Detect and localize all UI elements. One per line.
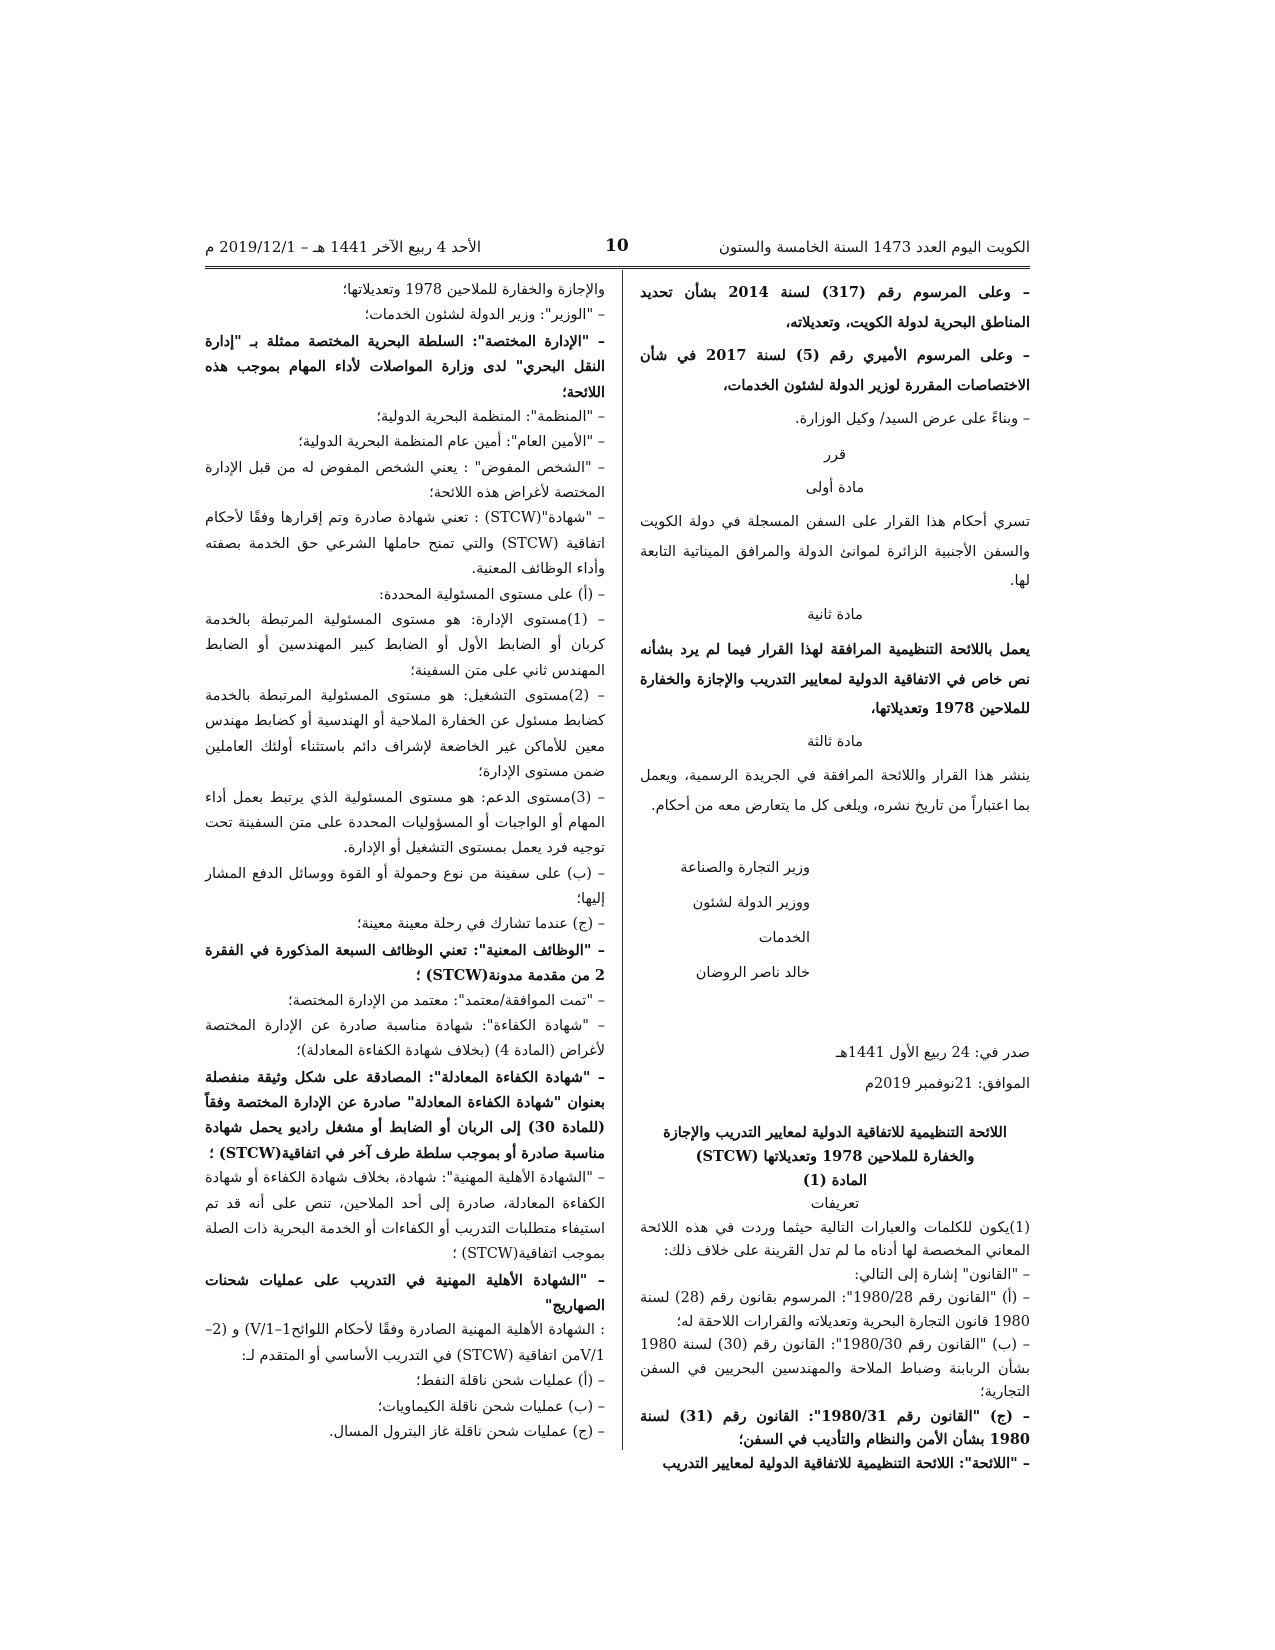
definition-line: – "الوظائف المعنية": تعني الوظائف السبعة المذكورة في الفقرة 2 من مقدمة مدونة(STCW) ؛: [205, 941, 605, 985]
regulation-title: اللائحة التنظيمية للاتفاقية الدولية لمعايير التدريب والإجازة والخفارة للملاحين 1978 وتعديلاتها (STCW): [663, 1124, 1007, 1166]
regulation-definitions: تعريفات: [810, 1196, 860, 1213]
preamble: [640, 278, 1030, 821]
article-3-title: مادة ثالثة: [807, 734, 863, 751]
regulation-line: – (ج) "القانون رقم 1980/31": القانون رقم (31) لسنة 1980 بشأن الأمن والنظام والتأديب في السفن؛: [640, 1407, 1030, 1449]
definition-line: – (ب) عمليات شحن ناقلة الكيماويات؛: [377, 1398, 605, 1415]
journal-issue: الكويت اليوم العدد 1473 السنة الخامسة والستون: [718, 238, 1030, 256]
article-3-text: ينشر هذا القرار واللائحة المرافقة في الجريدة الرسمية، ويعمل بما اعتباراً من تاريخ نشره، ويلغى كل ما يتعارض معه من أحكام.: [640, 767, 1030, 814]
regulation-article: المادة (1): [802, 1172, 868, 1190]
definition-line: – "الإدارة المختصة": السلطة البحرية المختصة ممثلة بـ "إدارة النقل البحري" لدى وزارة المواصلات لأداء المهام بموجب هذه اللائحة؛: [205, 332, 605, 401]
preamble-line: – وعلى المرسوم الأميري رقم (5) لسنة 2017 في شأن الاختصاصات المقررة لوزير الدولة لشئون الخدمات،: [640, 347, 1030, 395]
definition-line: – (1)مستوى الإدارة: هو مستوى المسئولية المرتبطة بالخدمة كربان أو الضابط الأول أو الضابط كبير المهندسين أو الضابط المهندس ثاني على متن السفينة؛: [205, 611, 605, 679]
signature-block: [640, 851, 1030, 990]
regulation-line: – (أ) "القانون رقم 1980/28": المرسوم بقانون رقم (28) لسنة 1980 قانون التجارة البحرية وتعديلاته والقرارات اللاحقة له؛: [640, 1290, 1030, 1330]
preamble-line: – وبناءً على عرض السيد/ وكيل الوزارة.: [795, 410, 1030, 427]
regulation-line: (1)يكون للكلمات والعبارات التالية حيثما وردت في هذه اللائحة المعاني المخصصة لها أدناه ما لم تدل القرينة على خلاف ذلك:: [640, 1219, 1030, 1260]
right-column: [640, 278, 1030, 1475]
definition-line: – (ب) على سفينة من نوع وحمولة أو القوة ووسائل الدفع المشار إليها؛: [205, 865, 605, 907]
definition-line: – (2)مستوى التشغيل: هو مستوى المسئولية المرتبطة بالخدمة كضابط مسئول عن الخفارة الملاحية أو الهندسية أو كضابط مهندس معين للأماكن غير الخاضعة لإشراف دائم باستثناء أولئك العاملين ضمن مستوى الإدارة؛: [205, 688, 605, 781]
definition-line: – "المنظمة": المنظمة البحرية الدولية؛: [376, 408, 605, 425]
article-1-title: مادة أولى: [805, 480, 865, 497]
signature-line: ووزير الدولة لشئون الخدمات: [692, 895, 810, 946]
regulation-line: – (ب) "القانون رقم 1980/30": القانون رقم (30) لسنة 1980 بشأن الربابنة وضباط الملاحة والمهندسين البحريين في السفن التجارية؛: [640, 1337, 1031, 1401]
definition-line: – (أ) عمليات شحن ناقلة النفط؛: [416, 1373, 605, 1390]
definition-line: – "الأمين العام": أمين عام المنظمة البحرية الدولية؛: [298, 434, 605, 451]
article-2-text: يعمل باللائحة التنظيمية المرافقة لهذا القرار فيما لم يرد بشأنه نص خاص في الاتفاقية الدولية لمعايير التدريب والإجازة والخفارة للملاحين 1978 وتعديلاتها،: [640, 640, 1030, 718]
definition-line: – "تمت الموافقة/معتمد": معتمد من الإدارة المختصة؛: [287, 992, 605, 1009]
regulation-heading: [640, 1121, 1030, 1217]
definition-line: – "الشخص المفوض" : يعني الشخص المفوض له من قبل الإدارة المختصة لأغراض هذه اللائحة؛: [205, 459, 605, 501]
definition-line: – "شهادة"(STCW) : تعني شهادة صادرة وتم إقرارها وفقًا لأحكام اتفاقية (STCW) والتي تمنح حاملها الشرعي حق الخدمة بصفته وأداء الوظائف المعنية.: [205, 510, 606, 578]
header-date: الأحد 4 ربيع الآخر 1441 هـ – 2019/12/1 م: [205, 238, 481, 256]
regulation-body: [640, 1217, 1030, 1475]
decree-heading: قرر: [824, 446, 846, 463]
definition-line: – "الشهادة الأهلية المهنية في التدريب على عمليات شحنات الصهاريج": [205, 1271, 605, 1314]
definition-line: – "الشهادة الأهلية المهنية": شهادة، بخلاف شهادة الكفاءة أو شهادة الكفاءة المعادلة، صادرة إلى أحد الملاحين، تنص على أنه قد تم استيفاء متطلبات التدريب أو الكفاءات أو الخدمة البحرية ذات الصلة بموجب اتفاقية(STCW) ؛: [205, 1170, 605, 1263]
definition-line: – (3)مستوى الدعم: هو مستوى المسئولية الذي يرتبط بعمل أداء المهام أو الواجبات أو المسؤوليات المحددة على متن السفينة تحت توجيه فرد يعمل بمستوى التشغيل أو الإدارة.: [205, 789, 605, 857]
definition-line: والإجازة والخفارة للملاحين 1978 وتعديلاتها؛: [342, 282, 605, 298]
regulation-line: – "القانون" إشارة إلى التالي:: [854, 1266, 1030, 1283]
page-header: [205, 232, 1030, 269]
preamble-line: – وعلى المرسوم رقم (317) لسنة 2014 بشأن تحديد المناطق البحرية لدولة الكويت، وتعديلاته،: [640, 284, 1030, 331]
definition-line: : الشهادة الأهلية المهنية الصادرة وفقًا لأحكام اللوائح1–V/1) و (2–V/1من اتفاقية (STCW) في التدريب الأساسي أو المتقدم لـ:: [205, 1322, 605, 1364]
regulation-line: – "اللائحة": اللائحة التنظيمية للاتفاقية الدولية لمعايير التدريب: [662, 1454, 1030, 1472]
issue-dates: [640, 1038, 1030, 1099]
definition-line: – "الوزير": وزير الدولة لشئون الخدمات؛: [364, 307, 605, 324]
article-1-text: تسري أحكام هذا القرار على السفن المسجلة في دولة الكويت والسفن الأجنبية الزائرة لموانئ الدولة والمرافق الميناتية التابعة لها.: [640, 514, 1030, 590]
column-divider: [622, 270, 623, 1450]
definition-line: – (ج) عندما تشارك في رحلة معينة معينة؛: [356, 916, 605, 933]
left-column: [205, 278, 605, 1445]
page-number: 10: [605, 236, 629, 256]
definition-line: – (ج) عمليات شحن ناقلة غاز البترول المسال.: [328, 1423, 605, 1440]
corresponding-date: الموافق: 21نوفمبر 2019م: [864, 1075, 1030, 1092]
definition-line: – (أ) على مستوى المسئولية المحددة:: [378, 586, 605, 603]
signature-name: خالد ناصر الروضان: [695, 964, 810, 981]
article-2-title: مادة ثانية: [807, 607, 863, 624]
signature-line: وزير التجارة والصناعة: [680, 860, 810, 877]
definition-line: – "شهادة الكفاءة المعادلة": المصادقة على شكل وثيقة منفصلة بعنوان "شهادة الكفاءة المعادلة" صادرة عن الإدارة المختصة وفقاً (للمادة 30) إلى الربان أو الضابط أو مشغل راديو يحمل شهادة مناسبة صادرة أو بموجب سلطة طرف آخر في اتفاقية(STCW) ؛: [205, 1068, 606, 1162]
issued-date: صدر في: 24 ربيع الأول 1441هـ: [835, 1045, 1030, 1062]
definition-line: – "شهادة الكفاءة": شهادة مناسبة صادرة عن الإدارة المختصة لأغراض (المادة 4) (بخلاف شهادة الكفاءة المعادلة)؛: [205, 1017, 605, 1060]
